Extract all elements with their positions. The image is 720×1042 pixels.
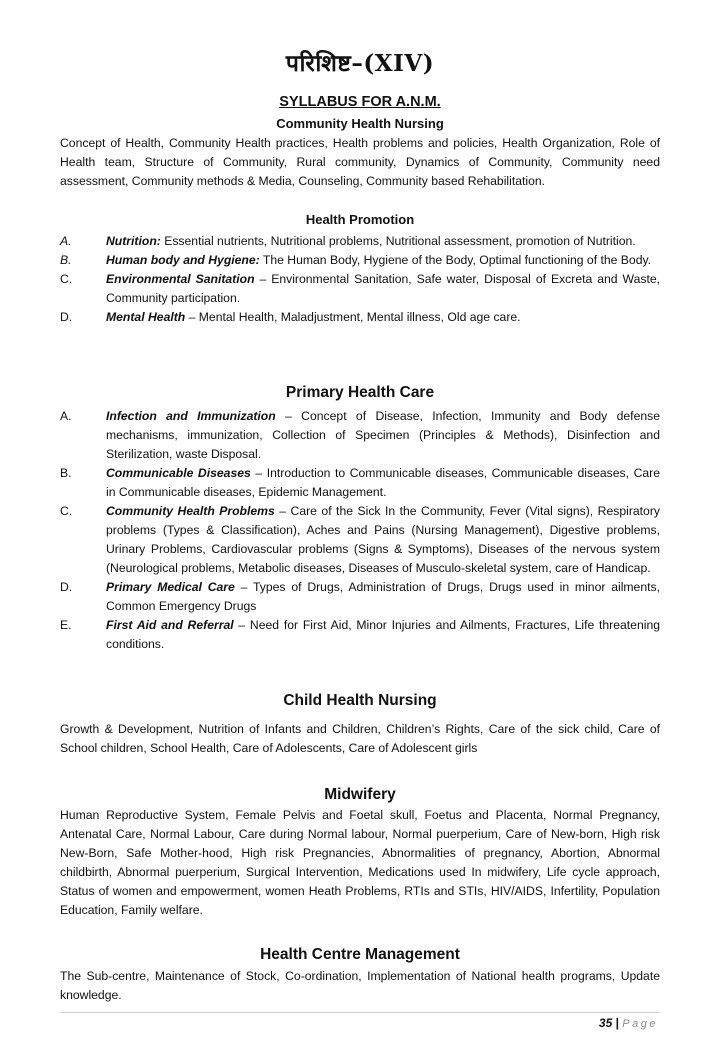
list-term: Primary Medical Care <box>106 580 235 594</box>
health-centre-text: The Sub-centre, Maintenance of Stock, Co-ordination, Implementation of National health programs, Update knowledge. <box>60 969 660 1002</box>
list-item <box>60 251 660 270</box>
list-text: – Care of the Sick In the Community, Fever (Vital signs), Respiratory problems (Types & Classification), Aches and Pains (Nursing Management), Digestive problems, Urinary Problems, Cardiovascular problems (Signs & Symptoms), Diseases of the nervous system (Neurological problems, Metabolic diseases, Diseases of Musculo-skeletal system, care of Handicap. <box>106 504 660 575</box>
page-word: Page <box>622 1018 658 1030</box>
list-item <box>60 407 660 464</box>
list-term: First Aid and Referral <box>106 618 234 632</box>
health-promotion-heading: Health Promotion <box>305 212 415 227</box>
list-text: The Human Body, Hygiene of the Body, Optimal functioning of the Body. <box>259 253 652 267</box>
community-health-text: Concept of Health, Community Health practices, Health problems and policies, Health Organization, Role of Health team, Structure of Community, Rural community, Dynamics of Community, Community need assessment, Community methods & Media, Counseling, Community based Rehabilitation. <box>60 136 660 188</box>
list-marker: E. <box>60 618 72 632</box>
primary-health-care-heading: Primary Health Care <box>285 384 435 401</box>
list-term: Community Health Problems <box>106 504 275 518</box>
list-marker: A. <box>60 409 72 423</box>
list-text: Essential nutrients, Nutritional problems, Nutritional assessment, promotion of Nutrition. <box>160 234 636 248</box>
list-marker: C. <box>60 272 73 286</box>
list-term: Mental Health <box>106 310 186 324</box>
list-text: – Environmental Sanitation, Safe water, Disposal of Excreta and Waste, Community participation. <box>106 272 661 305</box>
primary-health-care-list <box>60 407 660 654</box>
list-marker: D. <box>60 310 73 324</box>
list-item <box>60 502 660 578</box>
list-term: Infection and Immunization <box>106 409 276 423</box>
midwifery-heading: Midwifery <box>324 786 396 803</box>
list-item <box>60 616 660 654</box>
list-item <box>60 464 660 502</box>
community-health-heading: Community Health Nursing <box>276 116 444 131</box>
list-marker: C. <box>60 504 73 518</box>
list-text: – Concept of Disease, Infection, Immunity and Body defense mechanisms, immunization, Collection of Specimen (Principles & Methods), Disinfection and Sterilization, waste Disposal. <box>106 409 661 461</box>
list-marker: B. <box>60 466 72 480</box>
list-term: Human body and Hygiene: <box>106 253 260 267</box>
health-promotion-list <box>60 232 660 327</box>
list-term: Communicable Diseases <box>106 466 251 480</box>
child-health-heading: Child Health Nursing <box>283 692 437 709</box>
list-item <box>60 578 660 616</box>
page-footer <box>60 1016 658 1030</box>
health-centre-heading: Health Centre Management <box>260 946 460 963</box>
page-separator: | <box>612 1016 623 1030</box>
list-marker: B. <box>60 253 72 267</box>
child-health-text: Growth & Development, Nutrition of Infants and Children, Children’s Rights, Care of the sick child, Care of School children, School Health, Care of Adolescents, Care of Adolescent girls <box>60 722 660 755</box>
list-text: – Introduction to Communicable diseases, Communicable diseases, Care in Communicable diseases, Epidemic Management. <box>106 466 660 499</box>
list-text: – Need for First Aid, Minor Injuries and Ailments, Fractures, Life threatening conditions. <box>106 618 660 651</box>
list-item <box>60 308 660 327</box>
list-marker: D. <box>60 580 73 594</box>
footer-divider <box>60 1012 660 1013</box>
list-term: Environmental Sanitation <box>106 272 255 286</box>
list-text: – Mental Health, Maladjustment, Mental illness, Old age care. <box>185 310 521 324</box>
page-number: 35 <box>598 1016 613 1030</box>
syllabus-title: SYLLABUS FOR A.N.M. <box>279 94 441 110</box>
appendix-title: परिशिष्ट–(XIV) <box>285 50 435 77</box>
midwifery-text: Human Reproductive System, Female Pelvis and Foetal skull, Foetus and Placenta, Normal Pregnancy, Antenatal Care, Normal Labour, Care during Normal labour, Normal puerperium, Care of New-born, High risk New-Born, Safe Mother-hood, High risk Pregnancies, Abnormalities of pregnancy, Abortion, Abnormal childbirth, Abnormal puerperium, Surgical Intervention, Medications used In midwifery, Life cycle approach, Status of women and empowerment, women Heath Problems, RTIs and STIs, HIV/AIDS, Infertility, Population Education, Family welfare. <box>60 808 660 917</box>
list-term: Nutrition: <box>106 234 161 248</box>
list-item <box>60 232 660 251</box>
list-item <box>60 270 660 308</box>
list-text: – Types of Drugs, Administration of Drugs, Drugs used in minor ailments, Common Emergency Drugs <box>106 580 660 613</box>
list-marker: A. <box>60 234 72 248</box>
